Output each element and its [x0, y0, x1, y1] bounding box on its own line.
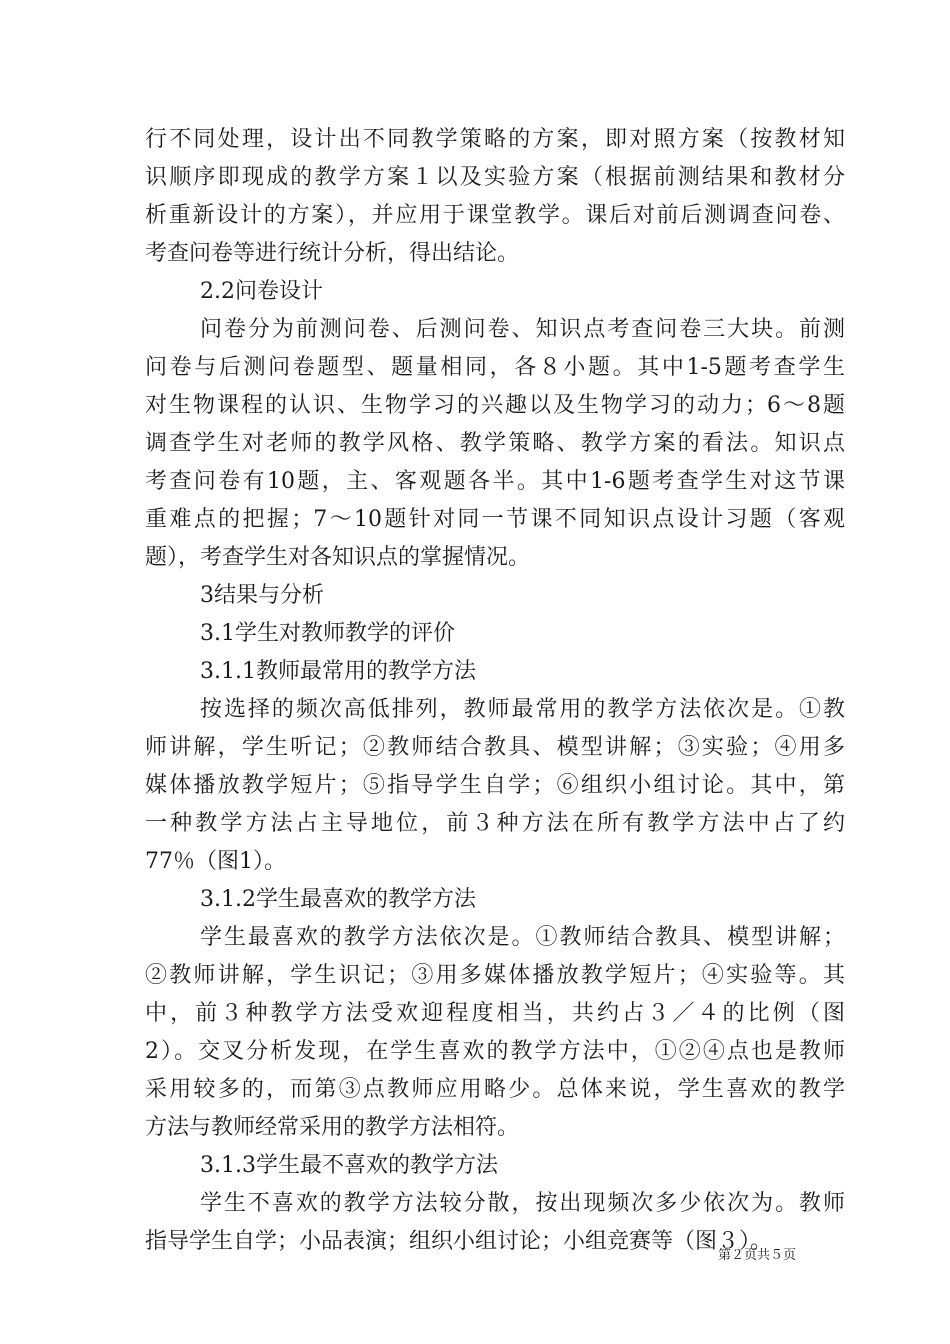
- body-line: 方法与教师经常采用的教学方法相符。: [145, 1115, 520, 1140]
- section-heading: 2.2问卷设计: [200, 279, 323, 304]
- body-line: 采用较多的，而第③点教师应用略少。总体来说，学生喜欢的教学: [145, 1077, 845, 1102]
- page-number-footer: 第２页共５页: [718, 1248, 797, 1263]
- body-line: 指导学生自学；小品表演；组织小组讨论；小组竞赛等（图３）。: [145, 1229, 773, 1254]
- body-line: 77％（图1）。: [145, 849, 286, 874]
- section-heading: 3.1.1教师最常用的教学方法: [200, 659, 476, 684]
- body-line: 学生不喜欢的教学方法较分散，按出现频次多少依次为。教师: [200, 1191, 845, 1216]
- body-line: 析重新设计的方案），并应用于课堂教学。课后对前后测调查问卷、: [145, 203, 845, 228]
- body-line: 师讲解，学生听记；②教师结合教具、模型讲解；③实验；④用多: [145, 735, 845, 760]
- section-heading: 3.1.2学生最喜欢的教学方法: [200, 887, 476, 912]
- body-line: 行不同处理，设计出不同教学策略的方案，即对照方案（按教材知: [145, 127, 845, 152]
- body-line: 重难点的把握；7～10题针对同一节课不同知识点设计习题（客观: [145, 507, 845, 532]
- body-line: 学生最喜欢的教学方法依次是。①教师结合教具、模型讲解；: [200, 925, 845, 950]
- section-heading: 3.1学生对教师教学的评价: [200, 621, 455, 646]
- section-heading: 3.1.3学生最不喜欢的教学方法: [200, 1153, 498, 1178]
- body-line: 对生物课程的认识、生物学习的兴趣以及生物学习的动力；6～8题: [145, 393, 845, 418]
- body-line: 按选择的频次高低排列，教师最常用的教学方法依次是。①教: [200, 697, 845, 722]
- body-line: 2）。交叉分析发现，在学生喜欢的教学方法中，①②④点也是教师: [145, 1039, 845, 1064]
- body-line: 识顺序即现成的教学方案１以及实验方案（根据前测结果和教材分: [145, 165, 845, 190]
- body-line: ②教师讲解，学生识记；③用多媒体播放教学短片；④实验等。其: [145, 963, 845, 988]
- body-line: 媒体播放教学短片；⑤指导学生自学；⑥组织小组讨论。其中，第: [145, 773, 845, 798]
- body-line: 考查问卷有10题，主、客观题各半。其中1-6题考查学生对这节课: [145, 469, 845, 494]
- section-heading: 3结果与分析: [200, 583, 324, 608]
- body-line: 问卷分为前测问卷、后测问卷、知识点考查问卷三大块。前测: [200, 317, 845, 342]
- body-line: 调查学生对老师的教学风格、教学策略、教学方案的看法。知识点: [145, 431, 845, 456]
- body-line: 考查问卷等进行统计分析，得出结论。: [145, 241, 520, 266]
- body-line: 中，前３种教学方法受欢迎程度相当，共约占３／４的比例（图: [145, 1001, 845, 1026]
- body-line: 一种教学方法占主导地位，前３种方法在所有教学方法中占了约: [145, 811, 845, 836]
- body-line: 问卷与后测问卷题型、题量相同，各８小题。其中1-5题考查学生: [145, 355, 845, 380]
- body-line: 题），考查学生对各知识点的掌握情况。: [145, 545, 531, 570]
